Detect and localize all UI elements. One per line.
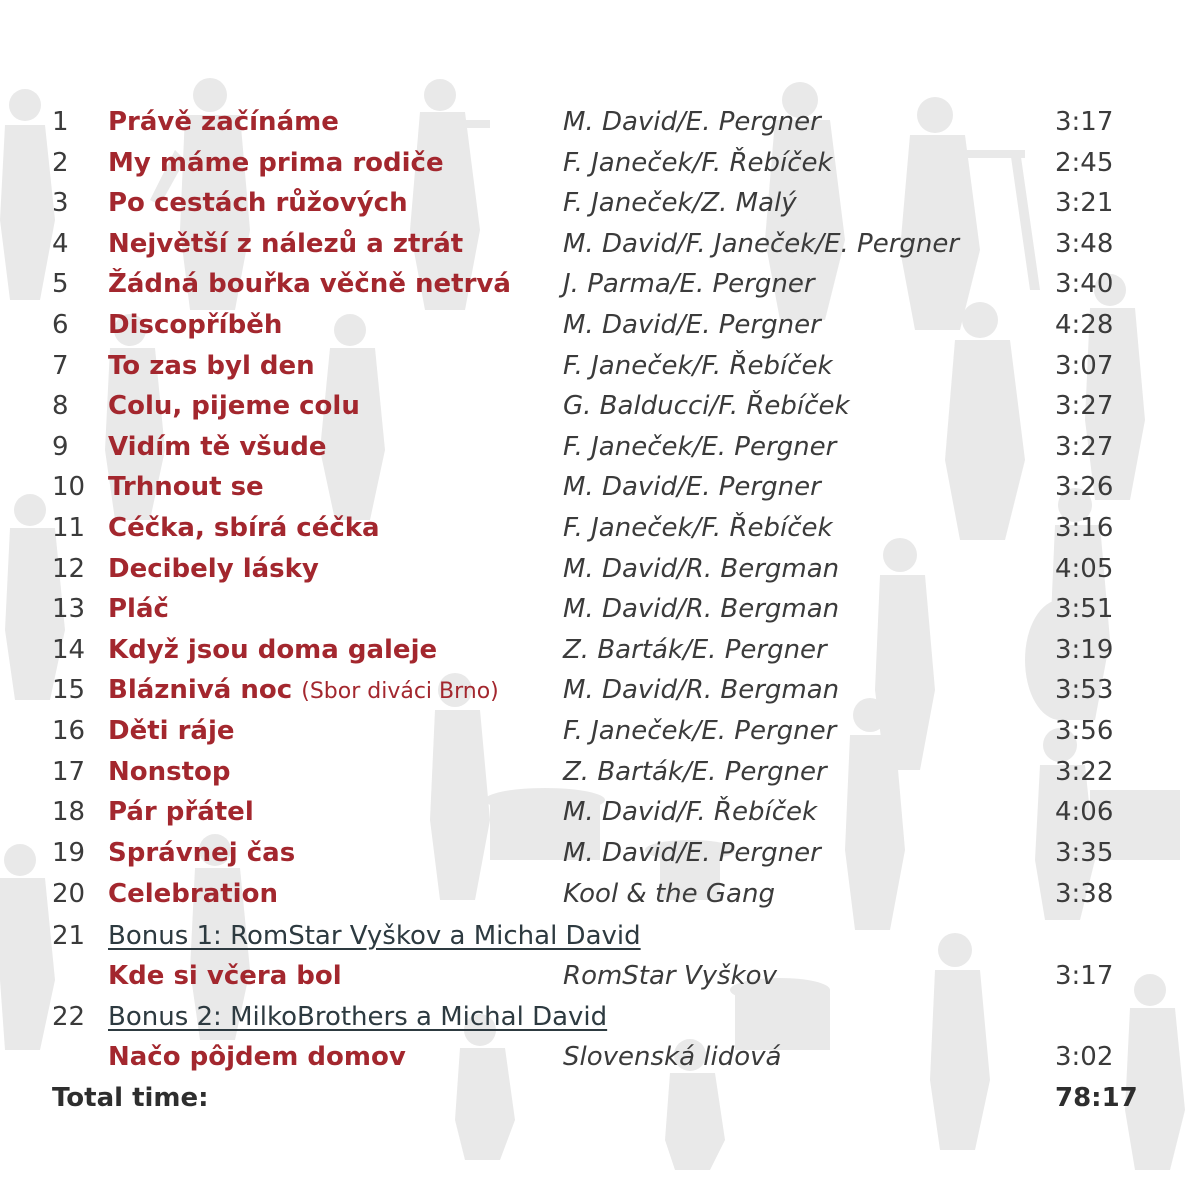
- track-author: M. David/F. Řebíček: [563, 797, 818, 828]
- track-row: [0, 102, 1200, 142]
- track-duration: 3:51: [1055, 594, 1114, 625]
- track-number: 21: [52, 921, 86, 951]
- track-number: 10: [52, 472, 86, 503]
- track-duration: 3:16: [1055, 513, 1114, 543]
- track-row: [0, 346, 1200, 386]
- track-title: Colu, pijeme colu: [108, 391, 360, 422]
- track-duration: 3:26: [1055, 472, 1114, 503]
- track-duration: 4:28: [1055, 310, 1114, 340]
- track-duration: 3:27: [1055, 391, 1114, 422]
- track-author: F. Janeček/F. Řebíček: [563, 513, 833, 543]
- track-title: Celebration: [108, 879, 278, 909]
- track-title: Bláznivá noc: [108, 675, 293, 706]
- track-row: [0, 305, 1200, 345]
- track-title: Pláč: [108, 594, 169, 625]
- track-title: Správnej čas: [108, 837, 296, 868]
- track-author: RomStar Vyškov: [563, 961, 777, 991]
- track-author: F. Janeček/Z. Malý: [563, 188, 797, 219]
- track-title: Největší z nálezů a ztrát: [108, 228, 464, 259]
- track-duration: 3:02: [1055, 1042, 1114, 1072]
- track-author: F. Janeček/E. Pergner: [563, 431, 837, 462]
- track-author: M. David/E. Pergner: [563, 310, 821, 340]
- track-row: [0, 711, 1200, 751]
- track-duration: 4:05: [1055, 553, 1114, 584]
- track-number: 5: [52, 269, 69, 300]
- track-duration: 4:06: [1055, 797, 1114, 828]
- track-author: Z. Barták/E. Pergner: [563, 634, 827, 665]
- track-duration: 3:21: [1055, 188, 1114, 219]
- track-number: 19: [52, 837, 86, 868]
- track-number: 15: [52, 675, 86, 706]
- track-author: M. David/E. Pergner: [563, 837, 821, 868]
- track-author: Z. Barták/E. Pergner: [563, 756, 827, 787]
- track-title: Načo pôjdem domov: [108, 1042, 406, 1072]
- track-duration: 3:53: [1055, 675, 1114, 706]
- track-duration: 3:56: [1055, 716, 1114, 746]
- track-row: [0, 792, 1200, 832]
- track-row: [0, 670, 1200, 710]
- track-duration: 3:17: [1055, 961, 1114, 991]
- track-author: M. David/R. Bergman: [563, 594, 840, 625]
- track-author: Slovenská lidová: [563, 1042, 782, 1072]
- track-duration: 2:45: [1055, 147, 1114, 178]
- track-row: [0, 508, 1200, 548]
- track-number: 16: [52, 716, 86, 746]
- track-row: [0, 183, 1200, 223]
- track-row: [0, 833, 1200, 873]
- track-number: 18: [52, 797, 86, 828]
- track-duration: 3:27: [1055, 431, 1114, 462]
- track-number: 1: [52, 107, 69, 137]
- track-number: 8: [52, 391, 69, 422]
- track-number: 11: [52, 513, 86, 543]
- track-title: Vidím tě všude: [108, 431, 327, 462]
- track-duration: 3:40: [1055, 269, 1114, 300]
- track-title: Po cestách růžových: [108, 188, 408, 219]
- track-author: Kool & the Gang: [563, 879, 775, 909]
- track-row: [0, 956, 1200, 996]
- track-title: To zas byl den: [108, 350, 315, 381]
- track-title: Decibely lásky: [108, 553, 319, 584]
- track-title: Právě začínáme: [108, 107, 339, 137]
- track-row: [0, 386, 1200, 426]
- track-number: 14: [52, 634, 86, 665]
- track-author: M. David/R. Bergman: [563, 675, 840, 706]
- track-duration: 3:22: [1055, 756, 1114, 787]
- track-duration: 3:38: [1055, 879, 1114, 909]
- track-duration: 3:48: [1055, 228, 1114, 259]
- track-title: Nonstop: [108, 756, 231, 787]
- track-number: 20: [52, 879, 86, 909]
- track-author: M. David/F. Janeček/E. Pergner: [563, 228, 960, 259]
- track-title: Discopříběh: [108, 310, 283, 340]
- track-number: 2: [52, 147, 69, 178]
- track-title: Kde si včera bol: [108, 961, 342, 991]
- track-number: 4: [52, 228, 69, 259]
- track-title: Pár přátel: [108, 797, 254, 828]
- track-author: M. David/E. Pergner: [563, 107, 821, 137]
- track-title: Děti ráje: [108, 716, 235, 746]
- bonus-heading: Bonus 1: RomStar Vyškov a Michal David: [108, 921, 641, 951]
- track-duration: 3:35: [1055, 837, 1114, 868]
- track-author: M. David/R. Bergman: [563, 553, 840, 584]
- track-author: J. Parma/E. Pergner: [563, 269, 815, 300]
- track-title: Když jsou doma galeje: [108, 634, 438, 665]
- track-number: 17: [52, 756, 86, 787]
- track-duration: 3:19: [1055, 634, 1114, 665]
- track-row: [0, 1037, 1200, 1077]
- track-row: [0, 549, 1200, 589]
- track-number: 3: [52, 188, 69, 219]
- track-author: F. Janeček/E. Pergner: [563, 716, 837, 746]
- track-author: F. Janeček/F. Řebíček: [563, 147, 833, 178]
- total-time-label: Total time:: [52, 1083, 209, 1113]
- track-row: [0, 224, 1200, 264]
- track-author: F. Janeček/F. Řebíček: [563, 350, 833, 381]
- total-row: [0, 1078, 1200, 1118]
- track-number: 7: [52, 350, 69, 381]
- bonus-heading-row: [0, 997, 1200, 1037]
- track-title: My máme prima rodiče: [108, 147, 444, 178]
- bonus-heading: Bonus 2: MilkoBrothers a Michal David: [108, 1002, 608, 1032]
- track-row: [0, 874, 1200, 914]
- track-title-with-note: [108, 670, 499, 712]
- track-number: 13: [52, 594, 86, 625]
- total-time-value: 78:17: [1055, 1083, 1138, 1113]
- track-duration: 3:07: [1055, 350, 1114, 381]
- track-number: 22: [52, 1002, 86, 1032]
- track-title: Žádná bouřka věčně netrvá: [108, 269, 511, 300]
- track-row: [0, 752, 1200, 792]
- track-number: 12: [52, 553, 86, 584]
- track-row: [0, 467, 1200, 507]
- track-author: M. David/E. Pergner: [563, 472, 821, 503]
- track-performer-note: (Sbor diváci Brno): [301, 679, 499, 705]
- track-number: 6: [52, 310, 69, 340]
- track-row: [0, 589, 1200, 629]
- track-number: 9: [52, 431, 69, 462]
- track-title: Céčka, sbírá céčka: [108, 513, 380, 543]
- track-duration: 3:17: [1055, 107, 1114, 137]
- track-author: G. Balducci/F. Řebíček: [563, 391, 850, 422]
- bonus-heading-row: [0, 916, 1200, 956]
- track-row: [0, 143, 1200, 183]
- track-row: [0, 427, 1200, 467]
- track-title: Trhnout se: [108, 472, 264, 503]
- track-row: [0, 264, 1200, 304]
- track-row: [0, 630, 1200, 670]
